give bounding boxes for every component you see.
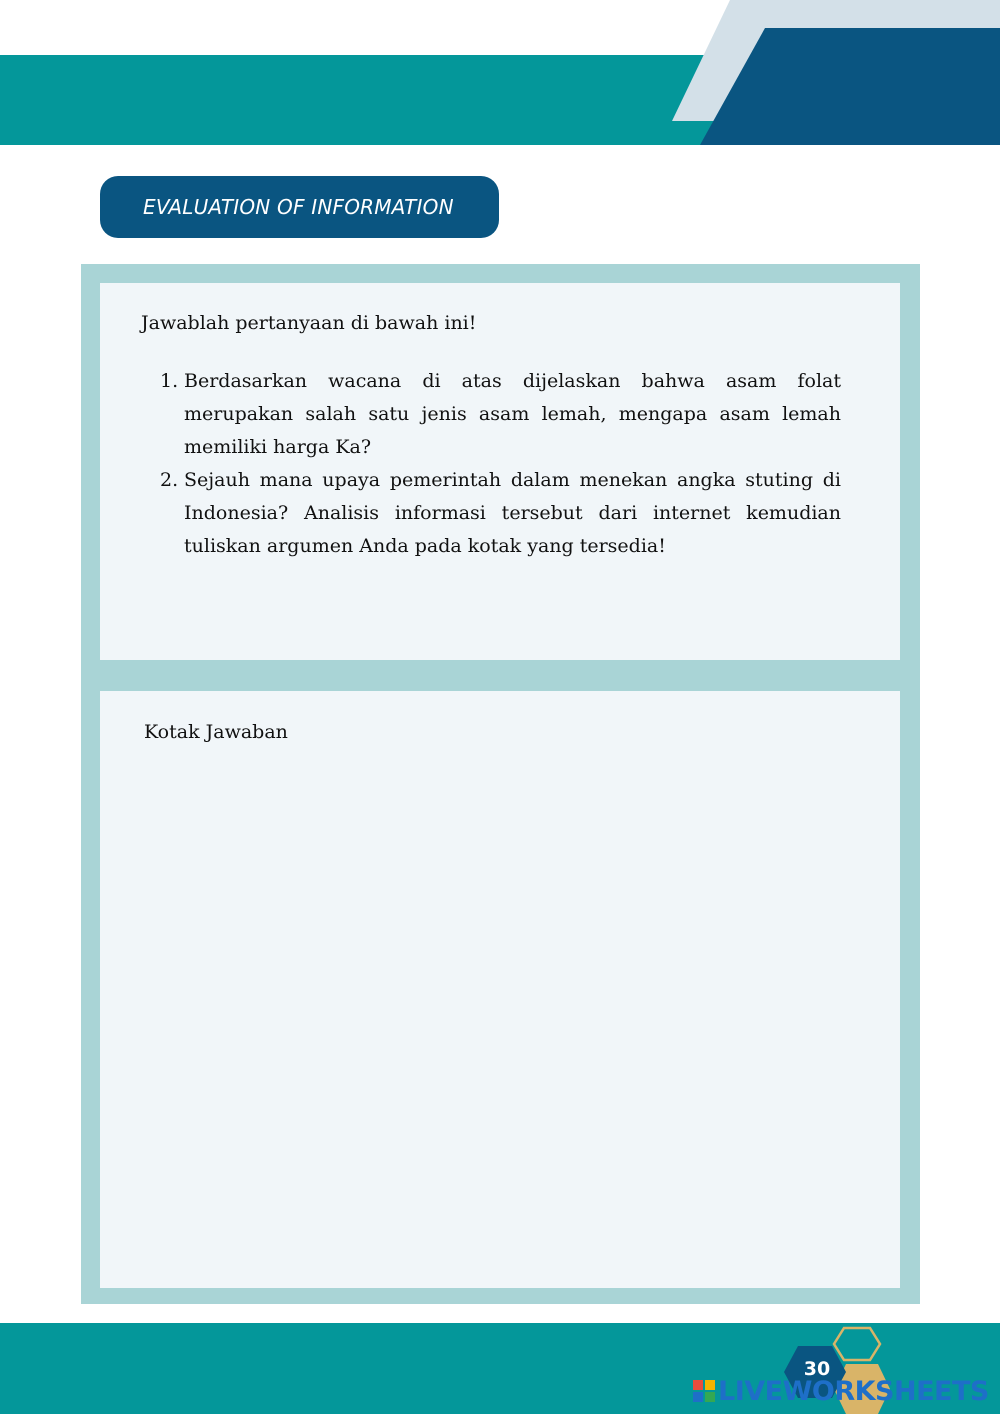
section-title: EVALUATION OF INFORMATION — [143, 195, 454, 219]
answer-box-label: Kotak Jawaban — [144, 721, 288, 743]
question-list — [160, 365, 841, 563]
liveworksheets-brand[interactable] — [693, 1374, 989, 1408]
question-text: Berdasarkan wacana di atas dijelaskan bahwa asam folat merupakan salah satu jenis asam lemah, mengapa asam lemah memiliki harga Ka? — [184, 370, 841, 458]
header-decoration — [0, 0, 1000, 145]
page-number: 30 — [803, 1358, 831, 1380]
brand-text: LIVEWORKSHEETS — [718, 1375, 989, 1407]
hexagon-outline-icon — [834, 1328, 880, 1360]
question-number: 2. — [160, 469, 179, 491]
section-title-pill — [100, 176, 499, 238]
question-text: Sejauh mana upaya pemerintah dalam menekan angka stuting di Indonesia? Analisis informasi tersebut dari internet kemudian tuliskan argumen Anda pada kotak yang tersedia! — [184, 469, 841, 557]
question-item — [160, 464, 841, 563]
question-item — [160, 365, 841, 464]
liveworksheets-logo-icon — [693, 1380, 715, 1402]
answer-input-area[interactable] — [144, 760, 854, 1270]
question-number: 1. — [160, 370, 179, 392]
instruction-text: Jawablah pertanyaan di bawah ini! — [141, 312, 477, 334]
